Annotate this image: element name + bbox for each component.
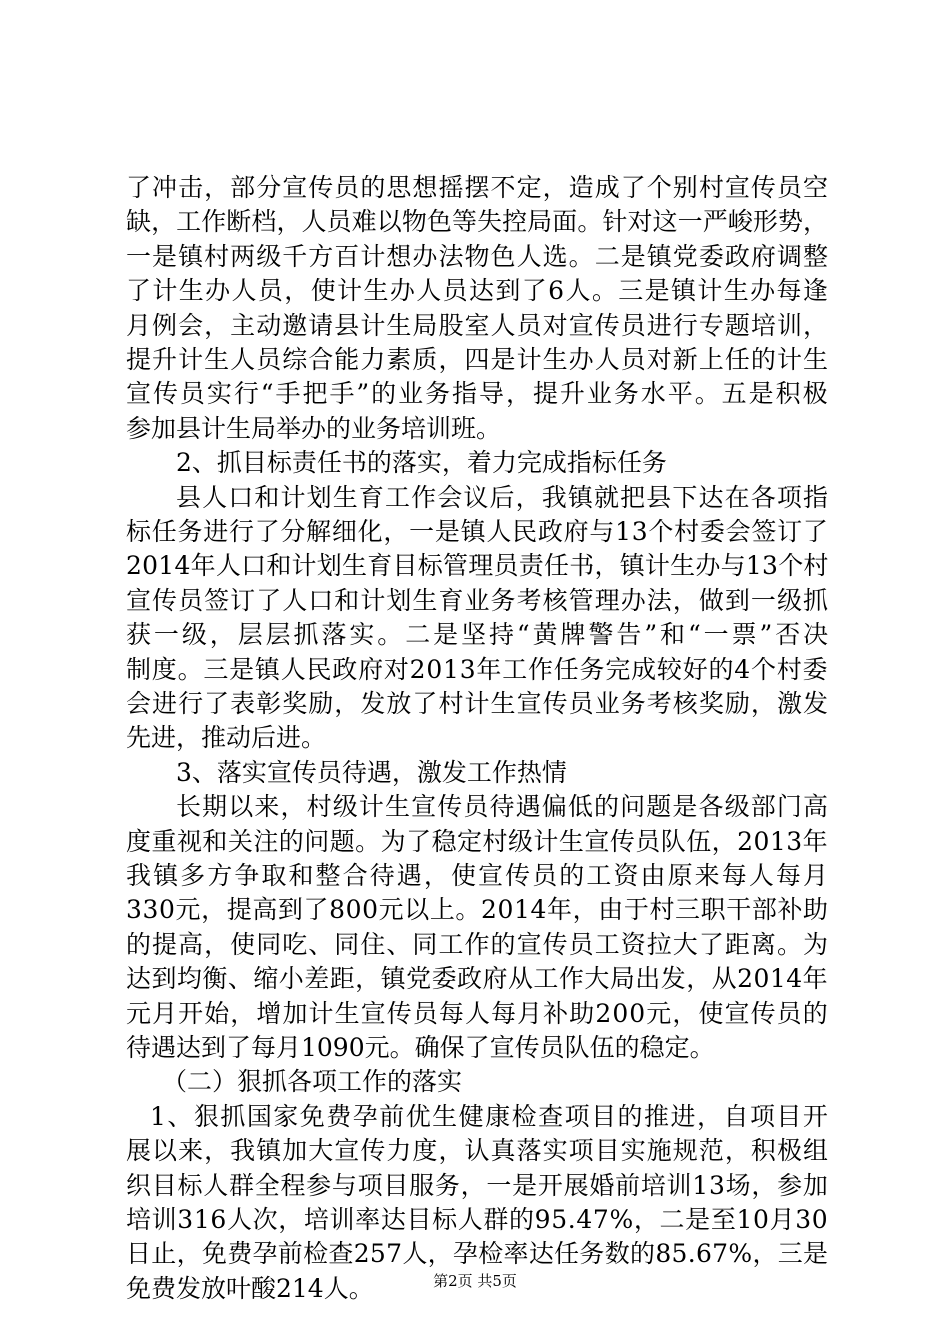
text-line: 元月开始，增加计生宣传员每人每月补助200元，使宣传员的 xyxy=(126,998,829,1028)
text-line: 会进行了表彰奖励，发放了村计生宣传员业务考核奖励，激发 xyxy=(126,689,830,718)
page-footer: 第2页 共5页 xyxy=(433,1272,517,1290)
text-line: 长期以来，村级计生宣传员待遇偏低的问题是各级部门高 xyxy=(176,792,830,822)
text-line: 1、狠抓国家免费孕前优生健康检查项目的推进，自项目开 xyxy=(150,1101,830,1131)
text-line: （二）狠抓各项工作的落实 xyxy=(162,1067,463,1097)
text-line: 2014年人口和计划生育目标管理员责任书，镇计生办与13个村 xyxy=(126,551,829,581)
text-line: 标任务进行了分解细化，一是镇人民政府与13个村委会签订了 xyxy=(126,517,829,546)
text-line: 了计生办人员，使计生办人员达到了6人。三是镇计生办每逢 xyxy=(126,276,830,306)
text-line: 免费发放叶酸214人。 xyxy=(126,1273,374,1303)
text-line: 达到均衡、缩小差距，镇党委政府从工作大局出发，从2014年 xyxy=(126,964,829,994)
text-line: 制度。三是镇人民政府对2013年工作任务完成较好的4个村委 xyxy=(126,654,829,684)
text-line: 提升计生人员综合能力素质，四是计生办人员对新上任的计生 xyxy=(126,345,830,374)
text-line: 织目标人群全程参与项目服务，一是开展婚前培训13场，参加 xyxy=(126,1170,829,1200)
text-line: 月例会，主动邀请县计生局股室人员对宣传员进行专题培训， xyxy=(126,310,830,340)
text-line: 的提高，使同吃、同住、同工作的宣传员工资拉大了距离。为 xyxy=(126,929,830,959)
text-line: 缺，工作断档，人员难以物色等失控局面。针对这一严峻形势， xyxy=(126,207,829,237)
text-line: 宣传员实行“手把手”的业务指导，提升业务水平。五是积极 xyxy=(126,379,830,409)
text-line: 330元，提高到了800元以上。2014年，由于村三职干部补助 xyxy=(126,895,829,925)
text-line: 培训316人次，培训率达目标人群的95.47%，二是至10月30 xyxy=(126,1205,829,1234)
text-line: 度重视和关注的问题。为了稳定村级计生宣传员队伍，2013年 xyxy=(126,826,829,856)
text-line: 了冲击，部分宣传员的思想摇摆不定，造成了个别村宣传员空 xyxy=(126,173,830,202)
text-line: 宣传员签订了人口和计划生育业务考核管理办法，做到一级抓 xyxy=(126,585,830,615)
text-line: 2、抓目标责任书的落实，着力完成指标任务 xyxy=(176,448,667,478)
text-line: 3、落实宣传员待遇，激发工作热情 xyxy=(176,757,567,787)
text-line: 我镇多方争取和整合待遇，使宣传员的工资由原来每人每月 xyxy=(126,861,831,890)
text-line: 参加县计生局举办的业务培训班。 xyxy=(126,413,502,443)
text-line: 一是镇村两级千方百计想办法物色人选。二是镇党委政府调整 xyxy=(126,241,830,271)
text-line: 先进，推动后进。 xyxy=(126,723,327,753)
text-line: 日止，免费孕前检查257人，孕检率达任务数的85.67%，三是 xyxy=(126,1239,829,1269)
text-line: 获一级，层层抓落实。二是坚持“黄牌警告”和“一票”否决 xyxy=(126,620,832,650)
text-line: 展以来，我镇加大宣传力度，认真落实项目实施规范，积极组 xyxy=(126,1136,830,1166)
text-line: 县人口和计划生育工作会议后，我镇就把县下达在各项指 xyxy=(176,482,830,512)
text-line: 待遇达到了每月1090元。确保了宣传员队伍的稳定。 xyxy=(126,1033,715,1062)
